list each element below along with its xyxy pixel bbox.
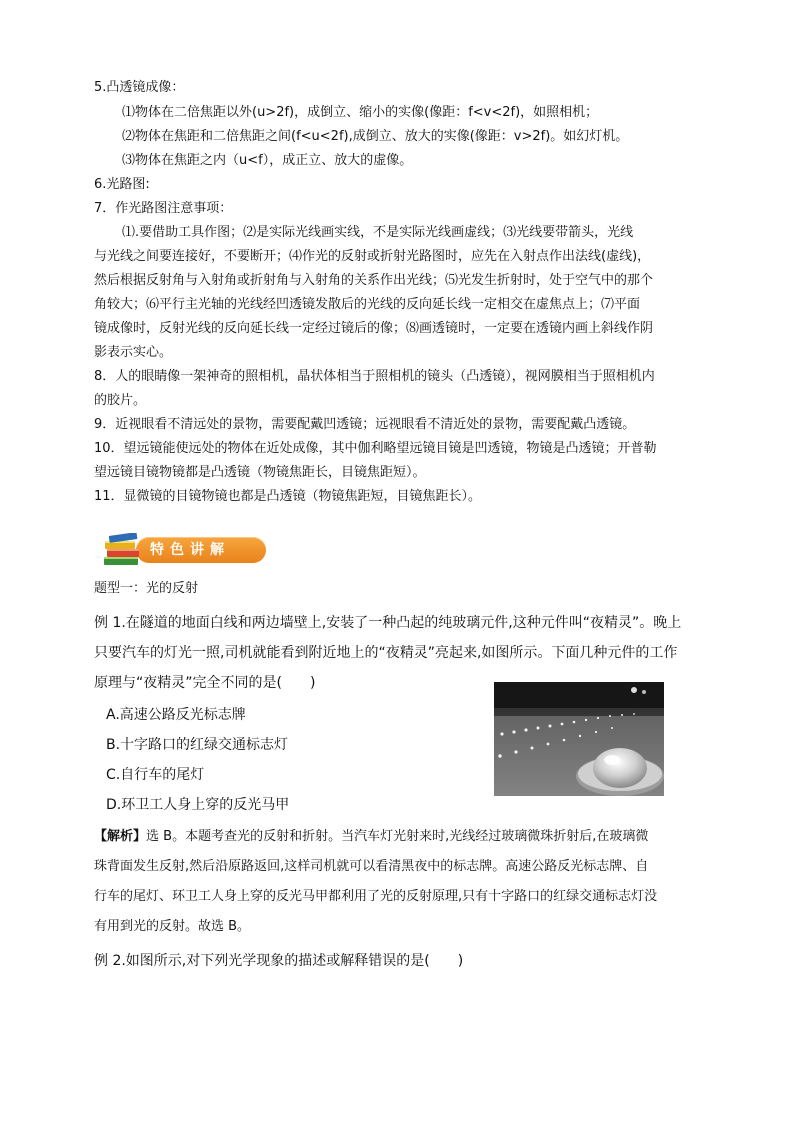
section7-line-5: 镜成像时，反射光线的反向延长线一定经过镜后的像；⑻画透镜时，一定要在透镜内画上斜线作阴: [94, 321, 654, 336]
analysis-line-2: 珠背面发生反射,然后沿原路返回,这样司机就可以看清黑夜中的标志牌。高速公路反光标志牌、自: [94, 859, 649, 874]
section5-item-3: ⑶物体在焦距之内（u<f），成正立、放大的虚像。: [122, 153, 413, 168]
analysis-label: 【解析】: [94, 829, 147, 844]
section7-title: 7．作光路图注意事项：: [94, 201, 233, 216]
section5-title: 5.凸透镜成像：: [94, 80, 185, 95]
example1-line-3: 原理与“夜精灵”完全不同的是( ): [94, 675, 316, 691]
section7-line-1: ⑴.要借助工具作图；⑵是实际光线画实线，不是实际光线画虚线；⑶光线要带箭头，光线: [122, 225, 634, 240]
feature-banner: [100, 533, 270, 569]
analysis-line-3: 行车的尾灯、环卫工人身上穿的反光马甲都利用了光的反射原理,只有十字路口的红绿交通标志灯没: [94, 889, 658, 904]
option-d: D.环卫工人身上穿的反光马甲: [106, 797, 290, 813]
section5-item-1: ⑴物体在二倍焦距以外(u>2f)，成倒立、缩小的实像(像距：f<v<2f)，如照相机；: [122, 105, 599, 120]
section8-line-1: 8．人的眼睛像一架神奇的照相机，晶状体相当于照相机的镜头（凸透镜），视网膜相当于照相机内: [94, 369, 655, 384]
analysis-line-4: 有用到光的反射。故选 B。: [94, 919, 251, 934]
option-a: A.高速公路反光标志牌: [106, 707, 246, 723]
example1-line-2: 只要汽车的灯光一照,司机就能看到附近地上的“夜精灵”亮起来,如图所示。下面几种元件的工作: [94, 645, 678, 661]
section10-line-2: 望远镜目镜物镜都是凸透镜（物镜焦距长，目镜焦距短）。: [94, 465, 426, 480]
road-reflector-photo: [494, 682, 664, 796]
section7-line-6: 影表示实心。: [94, 345, 173, 360]
books-icon: [100, 533, 148, 569]
section7-line-3: 然后根据反射角与入射角或折射角与入射角的关系作出光线；⑸光发生折射时，处于空气中的那个: [94, 273, 654, 288]
section7-line-4: 角较大；⑹平行主光轴的光线经凹透镜发散后的光线的反向延长线一定相交在虚焦点上；⑺平面: [94, 297, 641, 312]
analysis-text-1: 选 B。本题考查光的反射和折射。当汽车灯光射来时,光线经过玻璃微珠折射后,在玻璃微: [146, 829, 649, 844]
banner-label: 特色讲解: [150, 542, 230, 558]
section8-line-2: 的胶片。: [94, 393, 147, 408]
option-c: C.自行车的尾灯: [106, 767, 205, 783]
section11-line-1: 11．显微镜的目镜物镜也都是凸透镜（物镜焦距短，目镜焦距长）。: [94, 489, 482, 504]
example1-line-1: 例 1.在隧道的地面白线和两边墙壁上,安装了一种凸起的纯玻璃元件,这种元件叫“夜精灵”。晚上: [94, 615, 682, 631]
analysis-line-1: [94, 827, 648, 847]
section10-line-1: 10．望远镜能使远处的物体在近处成像，其中伽利略望远镜目镜是凹透镜，物镜是凸透镜；开普勒: [94, 441, 657, 456]
topic-heading: 题型一：光的反射: [94, 581, 199, 596]
example2-line-1: 例 2.如图所示,对下列光学现象的描述或解释错误的是( ): [94, 953, 464, 969]
section9-line-1: 9．近视眼看不清远处的景物，需要配戴凹透镜；远视眼看不清近处的景物，需要配戴凸透镜。: [94, 417, 636, 432]
section6-title: 6.光路图:: [94, 177, 150, 192]
option-b: B.十字路口的红绿交通标志灯: [106, 737, 289, 753]
section5-item-2: ⑵物体在焦距和二倍焦距之间(f<u<2f),成倒立、放大的实像(像距：v>2f)。如幻灯机。: [122, 129, 629, 144]
section7-line-2: 与光线之间要连接好，不要断开；⑷作光的反射或折射光路图时，应先在入射点作出法线(虚线)，: [94, 249, 651, 264]
